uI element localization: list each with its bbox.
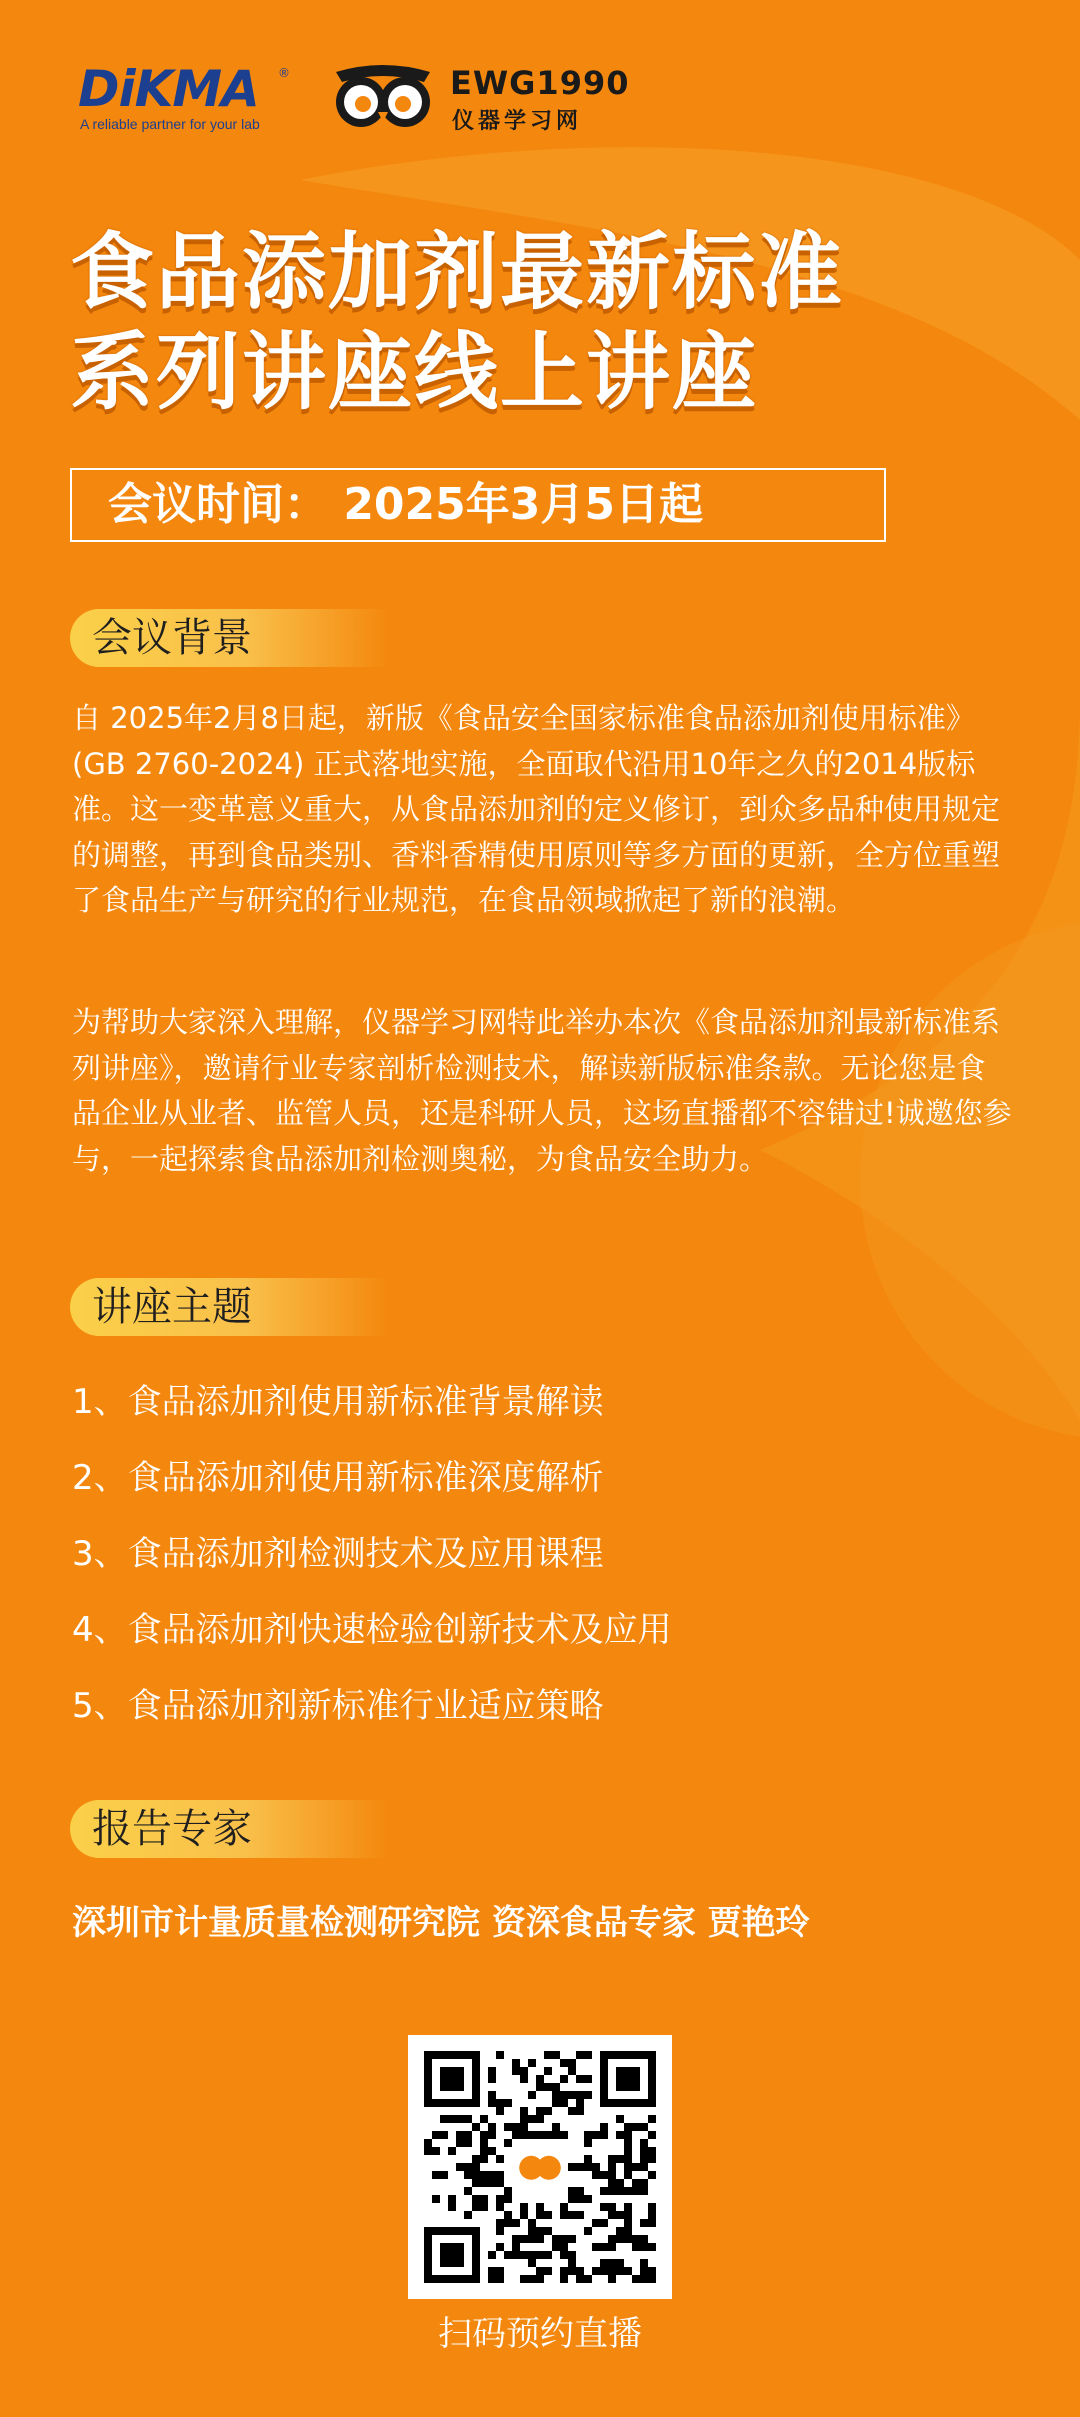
topic-item: 3、食品添加剂检测技术及应用课程 (72, 1534, 604, 1574)
ewg-logo-subtitle: 仪器学习网 (452, 109, 583, 134)
qr-code-pattern (424, 2051, 656, 2283)
dikma-registered-mark: ® (278, 66, 290, 80)
topic-list (72, 1383, 972, 1763)
dikma-logo-word: DiKMA (78, 60, 259, 118)
section-heading-topics: 讲座主题 (70, 1278, 390, 1336)
dikma-logo (78, 60, 298, 140)
section-heading-speaker: 报告专家 (70, 1800, 390, 1858)
ewg1990-logo (328, 60, 628, 140)
topic-item: 4、食品添加剂快速检验创新技术及应用 (72, 1610, 672, 1650)
topic-item: 1、食品添加剂使用新标准背景解读 (72, 1382, 604, 1422)
page-title-line-1: 食品添加剂最新标准 (70, 223, 845, 321)
qr-caption: 扫码预约直播 (438, 2314, 642, 2354)
qr-code[interactable] (408, 2035, 672, 2299)
ewg-logo-name: EWG1990 (450, 64, 630, 102)
owl-icon (328, 62, 438, 132)
section-heading-background: 会议背景 (70, 609, 390, 667)
background-paragraph-2: 为帮助大家深入理解，仪器学习网特此举办本次《食品添加剂最新标准系列讲座》，邀请行业专家剖析检测技术，解读新版标准条款。无论您是食品企业从业者、监管人员，还是科研人员，这场直播都不容错过!诚邀您参与，一起探索食品添加剂检测奥秘，为食品安全助力。 (72, 1005, 1012, 1176)
topic-item: 2、食品添加剂使用新标准深度解析 (72, 1458, 604, 1498)
speaker-line: 深圳市计量质量检测研究院 资深食品专家 贾艳玲 (72, 1903, 810, 1943)
meeting-time-box: 会议时间： 2025年3月5日起 (70, 468, 886, 542)
page-title-line-2: 系列讲座线上讲座 (70, 323, 759, 421)
dikma-tagline: A reliable partner for your lab (80, 116, 260, 132)
background-paragraph-1: 自 2025年2月8日起，新版《食品安全国家标准食品添加剂使用标准》(GB 2760-2024) 正式落地实施，全面取代沿用10年之久的2014版标准。这一变革意义重大，从食品添加剂的定义修订，到众多品种使用规定的调整，再到食品类别、香料香精使用原则等多方面的更新，全方位重塑了食品生产与研究的行业规范，在食品领域掀起了新的浪潮。 (72, 701, 1001, 917)
topic-item: 5、食品添加剂新标准行业适应策略 (72, 1686, 604, 1726)
